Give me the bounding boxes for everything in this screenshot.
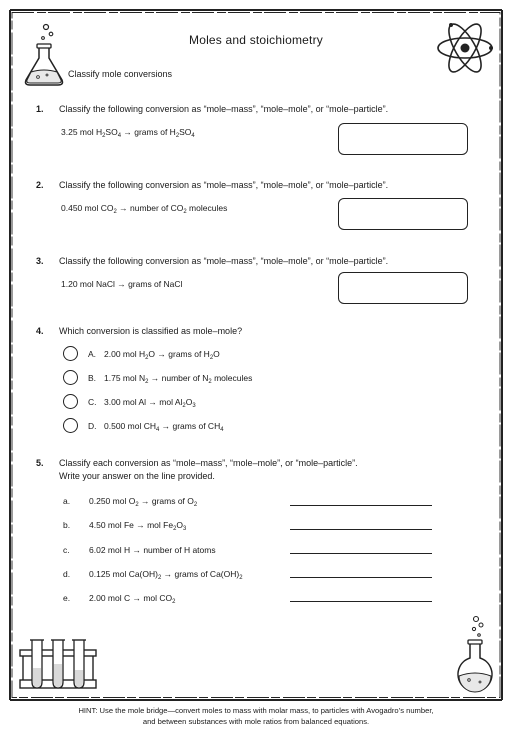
option-a-radio[interactable] bbox=[63, 346, 78, 361]
conversion-expression: 0.450 mol $CO_2$ → number of $CO_2$ molecules bbox=[61, 203, 228, 215]
option-a-text: 2.00 mol $H_2O$ → grams of $H_2O$ bbox=[104, 349, 220, 361]
question-prompt: Classify the following conversion as “mole–mass”, “mole–mole”, or “mole–particle”. bbox=[59, 256, 389, 266]
answer-line[interactable] bbox=[290, 553, 432, 554]
item-expression: 6.02 mol H → number of H atoms bbox=[89, 545, 216, 555]
option-letter: B. bbox=[88, 373, 97, 383]
answer-line[interactable] bbox=[290, 577, 432, 578]
option-d-text: 0.500 mol $CH_4$ → grams of $CH_4$ bbox=[104, 421, 224, 433]
question-prompt: Classify the following conversion as “mole–mass”, “mole–mole”, or “mole–particle”. bbox=[59, 104, 389, 114]
hint-text: HINT: Use the mole bridge—convert moles to mass with molar mass, to particles with Avogadro’s number, and between substances with mole ratios from balanced equations. bbox=[78, 706, 434, 726]
question-number: 3. bbox=[36, 256, 44, 266]
answer-line[interactable] bbox=[290, 601, 432, 602]
answer-line[interactable] bbox=[290, 505, 432, 506]
question-prompt: Classify each conversion as “mole–mass”, “mole–mole”, or “mole–particle”. Write your answer on the line provided. bbox=[59, 458, 358, 481]
question-number: 1. bbox=[36, 104, 44, 114]
item-letter: c. bbox=[63, 545, 70, 555]
answer-box[interactable] bbox=[338, 198, 468, 230]
option-letter: A. bbox=[88, 349, 97, 359]
atom-icon bbox=[434, 18, 496, 78]
page-title: Moles and stoichiometry bbox=[189, 33, 323, 47]
round-flask-icon bbox=[450, 614, 500, 696]
option-d-radio[interactable] bbox=[63, 418, 78, 433]
question-prompt: Which conversion is classified as mole–mole? bbox=[59, 326, 243, 336]
item-letter: a. bbox=[63, 496, 71, 506]
item-expression: 4.50 mol Fe → mol $Fe_2O_3$ bbox=[89, 520, 187, 532]
question-number: 5. bbox=[36, 458, 44, 468]
option-c-radio[interactable] bbox=[63, 394, 78, 409]
question-prompt: Classify the following conversion as “mole–mass”, “mole–mole”, or “mole–particle”. bbox=[59, 180, 389, 190]
item-letter: d. bbox=[63, 569, 71, 579]
item-letter: e. bbox=[63, 593, 71, 603]
option-c-text: 3.00 mol Al → mol $Al_2O_3$ bbox=[104, 397, 196, 409]
conversion-expression: 3.25 mol $H_2SO_4$ → grams of $H_2SO_4$ bbox=[61, 127, 195, 139]
conversion-expression: 1.20 mol NaCl → grams of NaCl bbox=[61, 279, 183, 289]
question-number: 4. bbox=[36, 326, 44, 336]
question-number: 2. bbox=[36, 180, 44, 190]
answer-box[interactable] bbox=[338, 123, 468, 155]
answer-box[interactable] bbox=[338, 272, 468, 304]
item-expression: 0.125 mol $Ca(OH)_2$ → grams of $Ca(OH)_2$ bbox=[89, 569, 243, 581]
option-letter: D. bbox=[88, 421, 97, 431]
item-letter: b. bbox=[63, 520, 71, 530]
option-letter: C. bbox=[88, 397, 97, 407]
item-expression: 2.00 mol C → mol $CO_2$ bbox=[89, 593, 176, 605]
option-b-text: 1.75 mol $N_2$ → number of $N_2$ molecules bbox=[104, 373, 253, 385]
test-tube-rack-icon bbox=[16, 636, 100, 696]
answer-line[interactable] bbox=[290, 529, 432, 530]
option-b-radio[interactable] bbox=[63, 370, 78, 385]
item-expression: 0.250 mol $O_2$ → grams of $O_2$ bbox=[89, 496, 198, 508]
page-subtitle: Classify mole conversions bbox=[68, 69, 173, 79]
